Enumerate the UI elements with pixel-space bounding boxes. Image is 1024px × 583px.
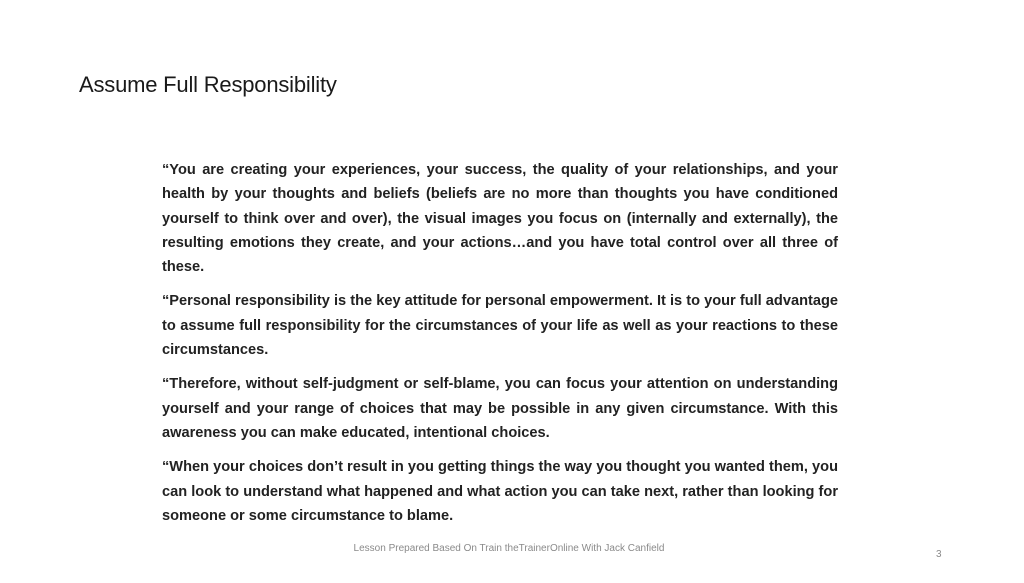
quote-paragraph-4: “When your choices don’t result in you getting things the way you thought you wanted them, you can look to understand what happened and what action you can take next, rather than looking for someone or some circumstance to blame. bbox=[162, 459, 838, 524]
slide-title: Assume Full Responsibility bbox=[79, 72, 337, 97]
slide-footer: Lesson Prepared Based On Train theTrainerOnline With Jack Canfield bbox=[353, 543, 665, 554]
quote-paragraph-1: “You are creating your experiences, your success, the quality of your relationships, and your health by your thoughts and beliefs (beliefs are no more than thoughts you have conditioned yourself to think over and over), the visual images you focus on (internally and externally), the resulting emotions they create, and your actions…and you have total control over all three of these. bbox=[162, 162, 838, 276]
quote-paragraph-3: “Therefore, without self-judgment or self-blame, you can focus your attention on understanding yourself and your range of choices that may be possible in any given circumstance. With this awareness you can make educated, intentional choices. bbox=[162, 376, 838, 441]
page-number: 3 bbox=[936, 549, 942, 560]
quote-paragraph-2: “Personal responsibility is the key attitude for personal empowerment. It is to your full advantage to assume full responsibility for the circumstances of your life as well as your reactions to these circumstances. bbox=[162, 293, 838, 359]
quote-body bbox=[162, 158, 838, 538]
